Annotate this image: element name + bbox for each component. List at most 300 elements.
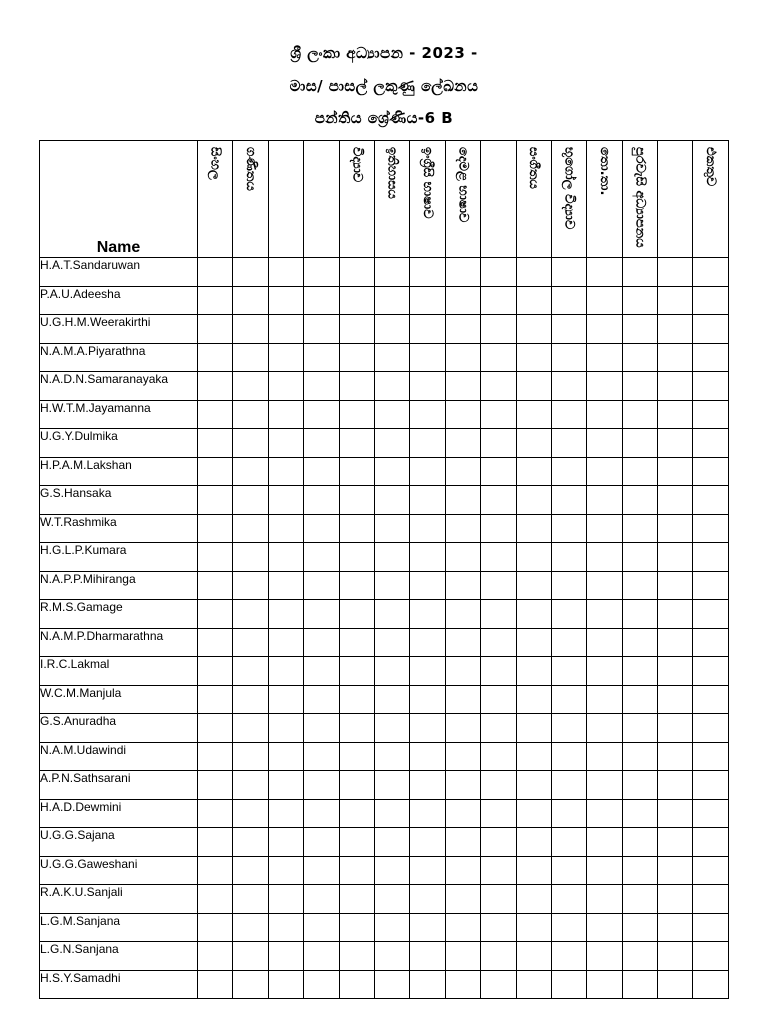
mark-cell[interactable] <box>233 258 268 287</box>
mark-cell[interactable] <box>304 885 339 914</box>
mark-cell[interactable] <box>481 828 516 857</box>
mark-cell[interactable] <box>658 714 693 743</box>
mark-cell[interactable] <box>693 600 729 629</box>
mark-cell[interactable] <box>445 343 480 372</box>
mark-cell[interactable] <box>516 400 551 429</box>
mark-cell[interactable] <box>233 856 268 885</box>
mark-cell[interactable] <box>339 571 374 600</box>
mark-cell[interactable] <box>693 714 729 743</box>
mark-cell[interactable] <box>198 571 233 600</box>
mark-cell[interactable] <box>304 400 339 429</box>
mark-cell[interactable] <box>481 628 516 657</box>
mark-cell[interactable] <box>587 856 622 885</box>
mark-cell[interactable] <box>693 486 729 515</box>
mark-cell[interactable] <box>481 343 516 372</box>
mark-cell[interactable] <box>658 828 693 857</box>
mark-cell[interactable] <box>551 913 586 942</box>
mark-cell[interactable] <box>445 258 480 287</box>
mark-cell[interactable] <box>445 771 480 800</box>
mark-cell[interactable] <box>516 942 551 971</box>
mark-cell[interactable] <box>587 372 622 401</box>
mark-cell[interactable] <box>339 315 374 344</box>
mark-cell[interactable] <box>198 828 233 857</box>
mark-cell[interactable] <box>622 970 657 999</box>
mark-cell[interactable] <box>622 657 657 686</box>
mark-cell[interactable] <box>339 771 374 800</box>
mark-cell[interactable] <box>268 942 303 971</box>
mark-cell[interactable] <box>587 600 622 629</box>
mark-cell[interactable] <box>339 714 374 743</box>
mark-cell[interactable] <box>198 685 233 714</box>
mark-cell[interactable] <box>304 913 339 942</box>
mark-cell[interactable] <box>304 286 339 315</box>
mark-cell[interactable] <box>481 372 516 401</box>
mark-cell[interactable] <box>268 771 303 800</box>
mark-cell[interactable] <box>304 372 339 401</box>
mark-cell[interactable] <box>445 885 480 914</box>
mark-cell[interactable] <box>374 657 409 686</box>
mark-cell[interactable] <box>445 714 480 743</box>
mark-cell[interactable] <box>587 970 622 999</box>
mark-cell[interactable] <box>516 685 551 714</box>
mark-cell[interactable] <box>658 372 693 401</box>
mark-cell[interactable] <box>233 799 268 828</box>
mark-cell[interactable] <box>374 913 409 942</box>
mark-cell[interactable] <box>587 657 622 686</box>
mark-cell[interactable] <box>622 913 657 942</box>
mark-cell[interactable] <box>445 429 480 458</box>
mark-cell[interactable] <box>551 286 586 315</box>
mark-cell[interactable] <box>622 742 657 771</box>
mark-cell[interactable] <box>693 258 729 287</box>
mark-cell[interactable] <box>693 514 729 543</box>
mark-cell[interactable] <box>304 429 339 458</box>
mark-cell[interactable] <box>481 799 516 828</box>
mark-cell[interactable] <box>339 258 374 287</box>
mark-cell[interactable] <box>198 372 233 401</box>
mark-cell[interactable] <box>198 514 233 543</box>
mark-cell[interactable] <box>268 714 303 743</box>
mark-cell[interactable] <box>304 543 339 572</box>
mark-cell[interactable] <box>622 685 657 714</box>
mark-cell[interactable] <box>268 885 303 914</box>
mark-cell[interactable] <box>374 315 409 344</box>
mark-cell[interactable] <box>410 258 445 287</box>
mark-cell[interactable] <box>410 628 445 657</box>
mark-cell[interactable] <box>587 315 622 344</box>
mark-cell[interactable] <box>516 714 551 743</box>
mark-cell[interactable] <box>410 343 445 372</box>
mark-cell[interactable] <box>551 799 586 828</box>
mark-cell[interactable] <box>658 657 693 686</box>
mark-cell[interactable] <box>622 856 657 885</box>
mark-cell[interactable] <box>268 913 303 942</box>
mark-cell[interactable] <box>304 258 339 287</box>
mark-cell[interactable] <box>551 429 586 458</box>
mark-cell[interactable] <box>516 856 551 885</box>
mark-cell[interactable] <box>233 913 268 942</box>
mark-cell[interactable] <box>198 628 233 657</box>
mark-cell[interactable] <box>551 343 586 372</box>
mark-cell[interactable] <box>304 771 339 800</box>
mark-cell[interactable] <box>410 286 445 315</box>
mark-cell[interactable] <box>445 657 480 686</box>
mark-cell[interactable] <box>233 628 268 657</box>
mark-cell[interactable] <box>304 343 339 372</box>
mark-cell[interactable] <box>410 856 445 885</box>
mark-cell[interactable] <box>410 771 445 800</box>
mark-cell[interactable] <box>445 286 480 315</box>
mark-cell[interactable] <box>198 400 233 429</box>
mark-cell[interactable] <box>587 486 622 515</box>
mark-cell[interactable] <box>339 913 374 942</box>
mark-cell[interactable] <box>516 457 551 486</box>
mark-cell[interactable] <box>551 486 586 515</box>
mark-cell[interactable] <box>516 771 551 800</box>
mark-cell[interactable] <box>693 771 729 800</box>
mark-cell[interactable] <box>233 942 268 971</box>
mark-cell[interactable] <box>516 543 551 572</box>
mark-cell[interactable] <box>410 457 445 486</box>
mark-cell[interactable] <box>339 372 374 401</box>
mark-cell[interactable] <box>233 514 268 543</box>
mark-cell[interactable] <box>516 628 551 657</box>
mark-cell[interactable] <box>374 685 409 714</box>
mark-cell[interactable] <box>304 514 339 543</box>
mark-cell[interactable] <box>481 286 516 315</box>
mark-cell[interactable] <box>693 799 729 828</box>
mark-cell[interactable] <box>622 571 657 600</box>
mark-cell[interactable] <box>481 514 516 543</box>
mark-cell[interactable] <box>693 457 729 486</box>
mark-cell[interactable] <box>516 429 551 458</box>
mark-cell[interactable] <box>198 286 233 315</box>
mark-cell[interactable] <box>374 372 409 401</box>
mark-cell[interactable] <box>587 571 622 600</box>
mark-cell[interactable] <box>198 799 233 828</box>
mark-cell[interactable] <box>587 913 622 942</box>
mark-cell[interactable] <box>339 742 374 771</box>
mark-cell[interactable] <box>268 856 303 885</box>
mark-cell[interactable] <box>551 828 586 857</box>
mark-cell[interactable] <box>445 685 480 714</box>
mark-cell[interactable] <box>374 885 409 914</box>
mark-cell[interactable] <box>304 799 339 828</box>
mark-cell[interactable] <box>658 457 693 486</box>
mark-cell[interactable] <box>304 856 339 885</box>
mark-cell[interactable] <box>268 429 303 458</box>
mark-cell[interactable] <box>481 429 516 458</box>
mark-cell[interactable] <box>658 600 693 629</box>
mark-cell[interactable] <box>445 486 480 515</box>
mark-cell[interactable] <box>268 685 303 714</box>
mark-cell[interactable] <box>587 286 622 315</box>
mark-cell[interactable] <box>622 714 657 743</box>
mark-cell[interactable] <box>693 685 729 714</box>
mark-cell[interactable] <box>445 571 480 600</box>
mark-cell[interactable] <box>622 799 657 828</box>
mark-cell[interactable] <box>516 828 551 857</box>
mark-cell[interactable] <box>622 429 657 458</box>
mark-cell[interactable] <box>374 628 409 657</box>
mark-cell[interactable] <box>339 828 374 857</box>
mark-cell[interactable] <box>233 828 268 857</box>
mark-cell[interactable] <box>445 628 480 657</box>
mark-cell[interactable] <box>516 286 551 315</box>
mark-cell[interactable] <box>551 771 586 800</box>
mark-cell[interactable] <box>268 372 303 401</box>
mark-cell[interactable] <box>374 571 409 600</box>
mark-cell[interactable] <box>339 856 374 885</box>
mark-cell[interactable] <box>551 543 586 572</box>
mark-cell[interactable] <box>445 400 480 429</box>
mark-cell[interactable] <box>481 885 516 914</box>
mark-cell[interactable] <box>693 657 729 686</box>
mark-cell[interactable] <box>622 628 657 657</box>
mark-cell[interactable] <box>658 742 693 771</box>
mark-cell[interactable] <box>410 514 445 543</box>
mark-cell[interactable] <box>658 942 693 971</box>
mark-cell[interactable] <box>445 543 480 572</box>
mark-cell[interactable] <box>693 400 729 429</box>
mark-cell[interactable] <box>374 856 409 885</box>
mark-cell[interactable] <box>374 970 409 999</box>
mark-cell[interactable] <box>233 429 268 458</box>
mark-cell[interactable] <box>481 571 516 600</box>
mark-cell[interactable] <box>516 799 551 828</box>
mark-cell[interactable] <box>587 771 622 800</box>
mark-cell[interactable] <box>658 685 693 714</box>
mark-cell[interactable] <box>445 913 480 942</box>
mark-cell[interactable] <box>658 571 693 600</box>
mark-cell[interactable] <box>481 856 516 885</box>
mark-cell[interactable] <box>304 942 339 971</box>
mark-cell[interactable] <box>304 600 339 629</box>
mark-cell[interactable] <box>268 457 303 486</box>
mark-cell[interactable] <box>233 400 268 429</box>
mark-cell[interactable] <box>445 315 480 344</box>
mark-cell[interactable] <box>198 856 233 885</box>
mark-cell[interactable] <box>551 600 586 629</box>
mark-cell[interactable] <box>339 457 374 486</box>
mark-cell[interactable] <box>551 714 586 743</box>
mark-cell[interactable] <box>551 942 586 971</box>
mark-cell[interactable] <box>551 514 586 543</box>
mark-cell[interactable] <box>481 315 516 344</box>
mark-cell[interactable] <box>516 343 551 372</box>
mark-cell[interactable] <box>268 400 303 429</box>
mark-cell[interactable] <box>198 970 233 999</box>
mark-cell[interactable] <box>481 942 516 971</box>
mark-cell[interactable] <box>587 942 622 971</box>
mark-cell[interactable] <box>622 400 657 429</box>
mark-cell[interactable] <box>304 828 339 857</box>
mark-cell[interactable] <box>339 685 374 714</box>
mark-cell[interactable] <box>410 942 445 971</box>
mark-cell[interactable] <box>516 913 551 942</box>
mark-cell[interactable] <box>445 799 480 828</box>
mark-cell[interactable] <box>410 913 445 942</box>
mark-cell[interactable] <box>622 600 657 629</box>
mark-cell[interactable] <box>481 457 516 486</box>
mark-cell[interactable] <box>410 799 445 828</box>
mark-cell[interactable] <box>410 885 445 914</box>
mark-cell[interactable] <box>374 400 409 429</box>
mark-cell[interactable] <box>304 486 339 515</box>
mark-cell[interactable] <box>198 486 233 515</box>
mark-cell[interactable] <box>658 258 693 287</box>
mark-cell[interactable] <box>268 657 303 686</box>
mark-cell[interactable] <box>374 742 409 771</box>
mark-cell[interactable] <box>268 828 303 857</box>
mark-cell[interactable] <box>304 742 339 771</box>
mark-cell[interactable] <box>587 400 622 429</box>
mark-cell[interactable] <box>374 771 409 800</box>
mark-cell[interactable] <box>410 571 445 600</box>
mark-cell[interactable] <box>410 429 445 458</box>
mark-cell[interactable] <box>481 970 516 999</box>
mark-cell[interactable] <box>693 885 729 914</box>
mark-cell[interactable] <box>658 771 693 800</box>
mark-cell[interactable] <box>551 258 586 287</box>
mark-cell[interactable] <box>198 543 233 572</box>
mark-cell[interactable] <box>268 571 303 600</box>
mark-cell[interactable] <box>551 742 586 771</box>
mark-cell[interactable] <box>374 286 409 315</box>
mark-cell[interactable] <box>551 657 586 686</box>
mark-cell[interactable] <box>587 714 622 743</box>
mark-cell[interactable] <box>339 543 374 572</box>
mark-cell[interactable] <box>374 600 409 629</box>
mark-cell[interactable] <box>233 600 268 629</box>
mark-cell[interactable] <box>693 315 729 344</box>
mark-cell[interactable] <box>481 913 516 942</box>
mark-cell[interactable] <box>198 429 233 458</box>
mark-cell[interactable] <box>198 657 233 686</box>
mark-cell[interactable] <box>198 258 233 287</box>
mark-cell[interactable] <box>622 457 657 486</box>
mark-cell[interactable] <box>304 970 339 999</box>
mark-cell[interactable] <box>374 429 409 458</box>
mark-cell[interactable] <box>658 543 693 572</box>
mark-cell[interactable] <box>551 628 586 657</box>
mark-cell[interactable] <box>551 685 586 714</box>
mark-cell[interactable] <box>339 400 374 429</box>
mark-cell[interactable] <box>693 286 729 315</box>
mark-cell[interactable] <box>233 571 268 600</box>
mark-cell[interactable] <box>410 685 445 714</box>
mark-cell[interactable] <box>622 543 657 572</box>
mark-cell[interactable] <box>693 942 729 971</box>
mark-cell[interactable] <box>339 885 374 914</box>
mark-cell[interactable] <box>233 286 268 315</box>
mark-cell[interactable] <box>516 742 551 771</box>
mark-cell[interactable] <box>481 685 516 714</box>
mark-cell[interactable] <box>516 372 551 401</box>
mark-cell[interactable] <box>410 970 445 999</box>
mark-cell[interactable] <box>622 885 657 914</box>
mark-cell[interactable] <box>233 486 268 515</box>
mark-cell[interactable] <box>233 343 268 372</box>
mark-cell[interactable] <box>587 543 622 572</box>
mark-cell[interactable] <box>268 600 303 629</box>
mark-cell[interactable] <box>233 543 268 572</box>
mark-cell[interactable] <box>268 799 303 828</box>
mark-cell[interactable] <box>658 885 693 914</box>
mark-cell[interactable] <box>445 514 480 543</box>
mark-cell[interactable] <box>622 486 657 515</box>
mark-cell[interactable] <box>622 771 657 800</box>
mark-cell[interactable] <box>445 970 480 999</box>
mark-cell[interactable] <box>587 514 622 543</box>
mark-cell[interactable] <box>658 799 693 828</box>
mark-cell[interactable] <box>198 942 233 971</box>
mark-cell[interactable] <box>658 514 693 543</box>
mark-cell[interactable] <box>445 856 480 885</box>
mark-cell[interactable] <box>304 315 339 344</box>
mark-cell[interactable] <box>268 628 303 657</box>
mark-cell[interactable] <box>587 429 622 458</box>
mark-cell[interactable] <box>481 258 516 287</box>
mark-cell[interactable] <box>233 685 268 714</box>
mark-cell[interactable] <box>587 742 622 771</box>
mark-cell[interactable] <box>304 685 339 714</box>
mark-cell[interactable] <box>622 343 657 372</box>
mark-cell[interactable] <box>658 315 693 344</box>
mark-cell[interactable] <box>516 514 551 543</box>
mark-cell[interactable] <box>233 885 268 914</box>
mark-cell[interactable] <box>516 315 551 344</box>
mark-cell[interactable] <box>516 970 551 999</box>
mark-cell[interactable] <box>410 400 445 429</box>
mark-cell[interactable] <box>693 742 729 771</box>
mark-cell[interactable] <box>374 828 409 857</box>
mark-cell[interactable] <box>693 343 729 372</box>
mark-cell[interactable] <box>516 486 551 515</box>
mark-cell[interactable] <box>233 457 268 486</box>
mark-cell[interactable] <box>233 970 268 999</box>
mark-cell[interactable] <box>374 714 409 743</box>
mark-cell[interactable] <box>268 315 303 344</box>
mark-cell[interactable] <box>374 799 409 828</box>
mark-cell[interactable] <box>374 258 409 287</box>
mark-cell[interactable] <box>410 486 445 515</box>
mark-cell[interactable] <box>198 885 233 914</box>
mark-cell[interactable] <box>516 571 551 600</box>
mark-cell[interactable] <box>268 286 303 315</box>
mark-cell[interactable] <box>622 942 657 971</box>
mark-cell[interactable] <box>693 543 729 572</box>
mark-cell[interactable] <box>268 258 303 287</box>
mark-cell[interactable] <box>551 571 586 600</box>
mark-cell[interactable] <box>587 258 622 287</box>
mark-cell[interactable] <box>658 970 693 999</box>
mark-cell[interactable] <box>268 742 303 771</box>
mark-cell[interactable] <box>339 343 374 372</box>
mark-cell[interactable] <box>481 714 516 743</box>
mark-cell[interactable] <box>410 315 445 344</box>
mark-cell[interactable] <box>622 315 657 344</box>
mark-cell[interactable] <box>658 286 693 315</box>
mark-cell[interactable] <box>339 486 374 515</box>
mark-cell[interactable] <box>198 600 233 629</box>
mark-cell[interactable] <box>481 771 516 800</box>
mark-cell[interactable] <box>516 885 551 914</box>
mark-cell[interactable] <box>339 657 374 686</box>
mark-cell[interactable] <box>410 372 445 401</box>
mark-cell[interactable] <box>410 742 445 771</box>
mark-cell[interactable] <box>268 343 303 372</box>
